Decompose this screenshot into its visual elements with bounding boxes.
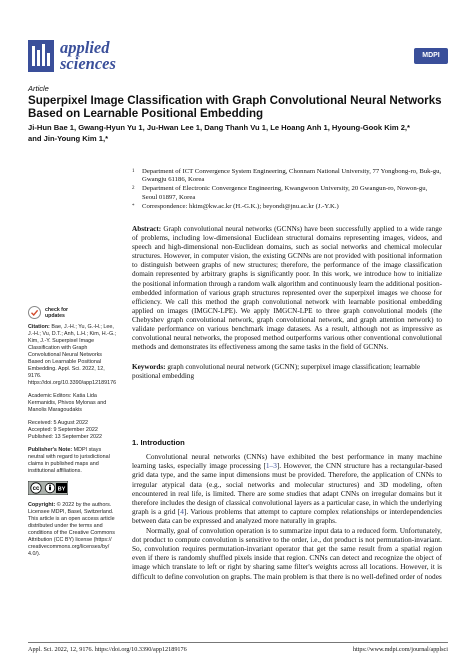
citation-label: Citation:: [28, 324, 50, 330]
affiliation-mark: 2: [132, 186, 135, 192]
abstract-label: Abstract:: [132, 225, 162, 233]
svg-text:cc: cc: [32, 486, 40, 493]
article-type: Article: [28, 84, 49, 93]
affiliation-mark: *: [132, 203, 135, 209]
abstract: [132, 225, 442, 352]
footer-citation: Appl. Sci. 2022, 12, 9176. https://doi.org/10.3390/app12189176: [28, 646, 187, 653]
copyright-label: Copyright:: [28, 502, 56, 508]
abstract-text: Graph convolutional neural networks (GCNNs) have been successfully applied to a wide range of problems, including low-dimensional Euclidean structural domains representing images, videos, and speech and high-dimensional non-Euclidean domains, such as social networks and chemical molecular structures. However, in computer vision, the existing GCNNs are not provided with positional information to distinguish between graphs of new structures; therefore, the performance of the image classification domain represented by arbitrary graphs is significantly poor. In this work, we introduce how to initialize the positional information through a random walk algorithm and continuously learn the additional position-embedded information of various graph structures represented over the superpixel images we choose for efficiency. We call this method the graph convolutional network with learnable positional embedding applied on images (IMGCN-LPE). We apply IMGCN-LPE to three graph convolutional models (the Chebyshev graph convolutional network, graph convolutional network, and graph attention network) to validate performance on various benchmark image datasets. As a result, although not as impressive as convolutional neural networks, the proposed method outperforms various other conventional convolutional methods and demonstrates its effectiveness among the same tasks in the field of GCNNs.: [132, 225, 442, 352]
affiliation-text: Department of Electronic Convergence Engineering, Kwangwoon University, 20 Gwangun-ro, Nowon-gu, Seoul 01897, Korea: [142, 185, 428, 201]
keywords-label: Keywords:: [132, 363, 166, 371]
academic-editors: Academic Editors: Katia Lida Kermanidis, Phivos Mylonas and Manolis Maragoudakis: [28, 393, 107, 413]
affiliation-item: [132, 185, 442, 201]
authors-line2: and Jin-Young Kim 1,*: [28, 133, 109, 143]
section-heading-introduction: 1. Introduction: [132, 438, 185, 447]
check-for-updates[interactable]: [28, 306, 118, 319]
reference-link[interactable]: 4: [180, 507, 184, 517]
check-updates-line2: updates: [45, 312, 65, 319]
correspondence: [132, 203, 442, 211]
paragraph: [132, 452, 442, 526]
check-updates-label: [45, 307, 68, 319]
copyright-block: [28, 502, 118, 558]
publisher-logo: MDPI: [414, 48, 448, 64]
keywords: [132, 363, 442, 381]
affiliation-text: Correspondence: hkim@kw.ac.kr (H.-G.K.); beyondi@jnu.ac.kr (J.-Y.K.): [142, 202, 339, 210]
journal-header: [28, 40, 448, 76]
paper-title: Superpixel Image Classification with Graph Convolutional Neural Networks Based on Learnable Positional Embedding: [28, 94, 442, 120]
reference-link[interactable]: 1–3: [265, 461, 277, 471]
introduction-body: [132, 452, 442, 581]
paragraph-text: Convolutional neural networks (CNNs) have exhibited the best performance in many machine learning tasks, especially image processing [: [132, 452, 442, 471]
paragraph-text: ]. Various problems that attempt to capture complex relationships or interdependencies between data can be expressed and analyzed more naturally in graphs.: [132, 507, 442, 526]
page-footer: [28, 646, 448, 653]
dates-block: [28, 420, 118, 441]
keywords-text: graph convolutional neural network (GCNN); superpixel image classification; learnable positional embedding: [132, 363, 421, 381]
publisher-note-label: Publisher's Note:: [28, 447, 73, 453]
published-date: Published: 13 September 2022: [28, 434, 103, 440]
journal-logo-icon: [28, 40, 54, 72]
affiliation-item: [132, 168, 442, 184]
publisher-note: [28, 447, 118, 475]
journal-name-line1: applied: [60, 38, 110, 57]
article-sidebar: [28, 306, 118, 564]
paragraph-text: ]. However, the CNN structure has a rectangular-based grid data type, and the same input dimensions must be provided. Therefore, the application of CNNs to irregular atypical data (e.g., social networks and molecular structures) and 3D modeling, often encountered in real life, is limited. There are some studies that adapt CNNs on irregular domains but it therefore includes the design of classical convolutional layers as a particular case, in which the underlying graph is a grid [: [132, 461, 443, 517]
paragraph: Normally, goal of convolution operation is to summarize input data to a reduced form. Unfortunately, dot product to compute convolution is sensitive to the order, i.e., dot product is not permutation-invariant. So, convolution requires permutation-invariant operator that get the same result from a spatial region even if there is randomly shuffled pixels inside that region. CNNs can detect and recognize the object of image which translate to left or right by sharing same filter's weights across all locations. However, it is difficult to define convolution on graphs. The main problem is that there is no well-defined order of nodes: [132, 525, 442, 581]
affiliations: [132, 168, 442, 212]
received-date: Received: 5 August 2022: [28, 420, 88, 426]
cc-by-icon[interactable]: [28, 481, 68, 495]
copyright-text: © 2022 by the authors. Licensee MDPI, Basel, Switzerland. This article is an open access article distributed under the terms and conditions of the Creative Commons Attribution (CC BY) license (https:// creativecommons.org/licenses/by/ 4.0/).: [28, 502, 115, 557]
accepted-date: Accepted: 9 September 2022: [28, 427, 98, 433]
publisher-note-text: MDPI stays neutral with regard to jurisdictional claims in published maps and institutional affiliations.: [28, 447, 110, 474]
authors-line1: Ji-Hun Bae 1, Gwang-Hyun Yu 1, Ju-Hwan Lee 1, Dang Thanh Vu 1, Le Hoang Anh 1, Hyoung-Gook Kim 2,*: [28, 123, 410, 132]
footer-url[interactable]: https://www.mdpi.com/journal/applsci: [352, 646, 448, 653]
journal-name-line2: sciences: [60, 54, 116, 73]
affiliation-text: Department of ICT Convergence System Engineering, Chonnam National University, 77 Yongbong-ro, Buk-gu, Gwangju 61186, Korea: [142, 168, 442, 184]
check-updates-icon: [28, 306, 41, 319]
affiliation-mark: 1: [132, 169, 135, 174]
citation-text: Bae, J.-H.; Yu, G.-H.; Lee, J.-H.; Vu, D.T.; Anh, L.H.; Kim, H.-G.; Kim, J.-Y. Superpixel Image Classification with Graph Convolutional Neural Networks Based on Learnable Positional Embedding. Appl. Sci. 2022, 12, 9176. https://doi.org/10.3390/app12189176: [28, 324, 117, 386]
citation-block: [28, 324, 118, 387]
journal-name: [60, 40, 116, 72]
check-updates-line1: check for: [45, 306, 69, 313]
svg-text:BY: BY: [57, 486, 66, 493]
author-list: [28, 123, 448, 144]
footer-divider: [28, 642, 448, 643]
